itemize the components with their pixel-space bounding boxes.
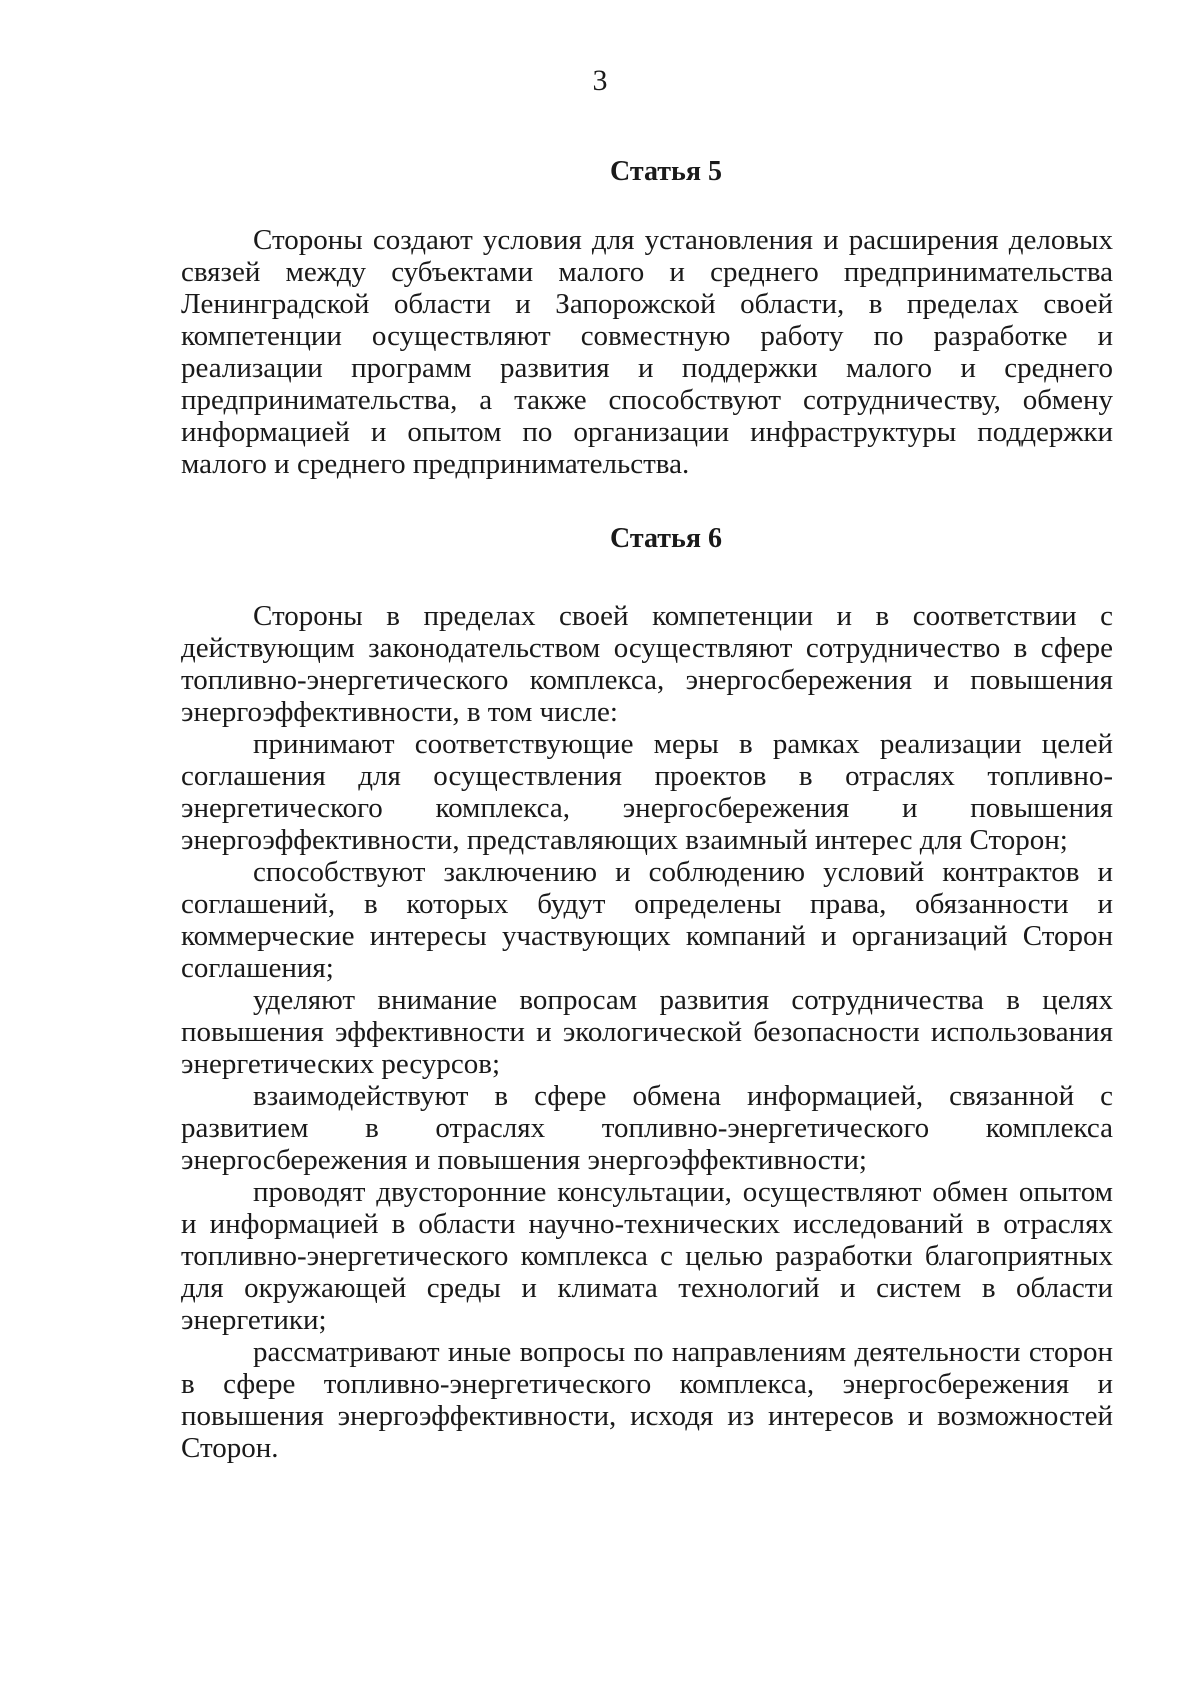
article-6-item-contracts: способствуют заключению и соблюдению условий контрактов и соглашений, в которых будут определены права, обязанности и коммерческие интересы участвующих компаний и организаций Сторон соглашения; [181, 856, 1113, 984]
page-number: 3 [592, 64, 608, 97]
document-body [181, 155, 1113, 1464]
article-6-item-attention: уделяют внимание вопросам развития сотрудничества в целях повышения эффективности и экологической безопасности использования энергетических ресурсов; [181, 984, 1113, 1080]
article-6-heading: Статья 6 [610, 523, 722, 554]
article-5-paragraph: Стороны создают условия для установления и расширения деловых связей между субъектами малого и среднего предпринимательства Ленинградской области и Запорожской области, в пределах своей компетенции осуществляют совместную работу по разработке и реализации программ развития и поддержки малого и среднего предпринимательства, а также способствуют сотрудничеству, обмену информацией и опытом по организации инфраструктуры поддержки малого и среднего предпринимательства. [181, 224, 1113, 480]
article-6-item-consultations: проводят двусторонние консультации, осуществляют обмен опытом и информацией в области научно-технических исследований в отраслях топливно-энергетического комплекса с целью разработки благоприятных для окружающей среды и климата технологий и систем в области энергетики; [181, 1176, 1113, 1336]
article-5-heading: Статья 5 [610, 156, 722, 187]
article-6-item-measures: принимают соответствующие меры в рамках реализации целей соглашения для осуществления проектов в отраслях топливно-энергетического комплекса, энергосбережения и повышения энергоэффективности, представляющих взаимный интерес для Сторон; [181, 728, 1113, 856]
article-6-item-other-questions: рассматривают иные вопросы по направлениям деятельности сторон в сфере топливно-энергетического комплекса, энергосбережения и повышения энергоэффективности, исходя из интересов и возможностей Сторон. [181, 1336, 1113, 1464]
article-6-paragraph-intro: Стороны в пределах своей компетенции и в соответствии с действующим законодательством осуществляют сотрудничество в сфере топливно-энергетического комплекса, энергосбережения и повышения энергоэффективности, в том числе: [181, 600, 1113, 728]
article-6-item-information-exchange: взаимодействуют в сфере обмена информацией, связанной с развитием в отраслях топливно-энергетического комплекса энергосбережения и повышения энергоэффективности; [181, 1080, 1113, 1176]
